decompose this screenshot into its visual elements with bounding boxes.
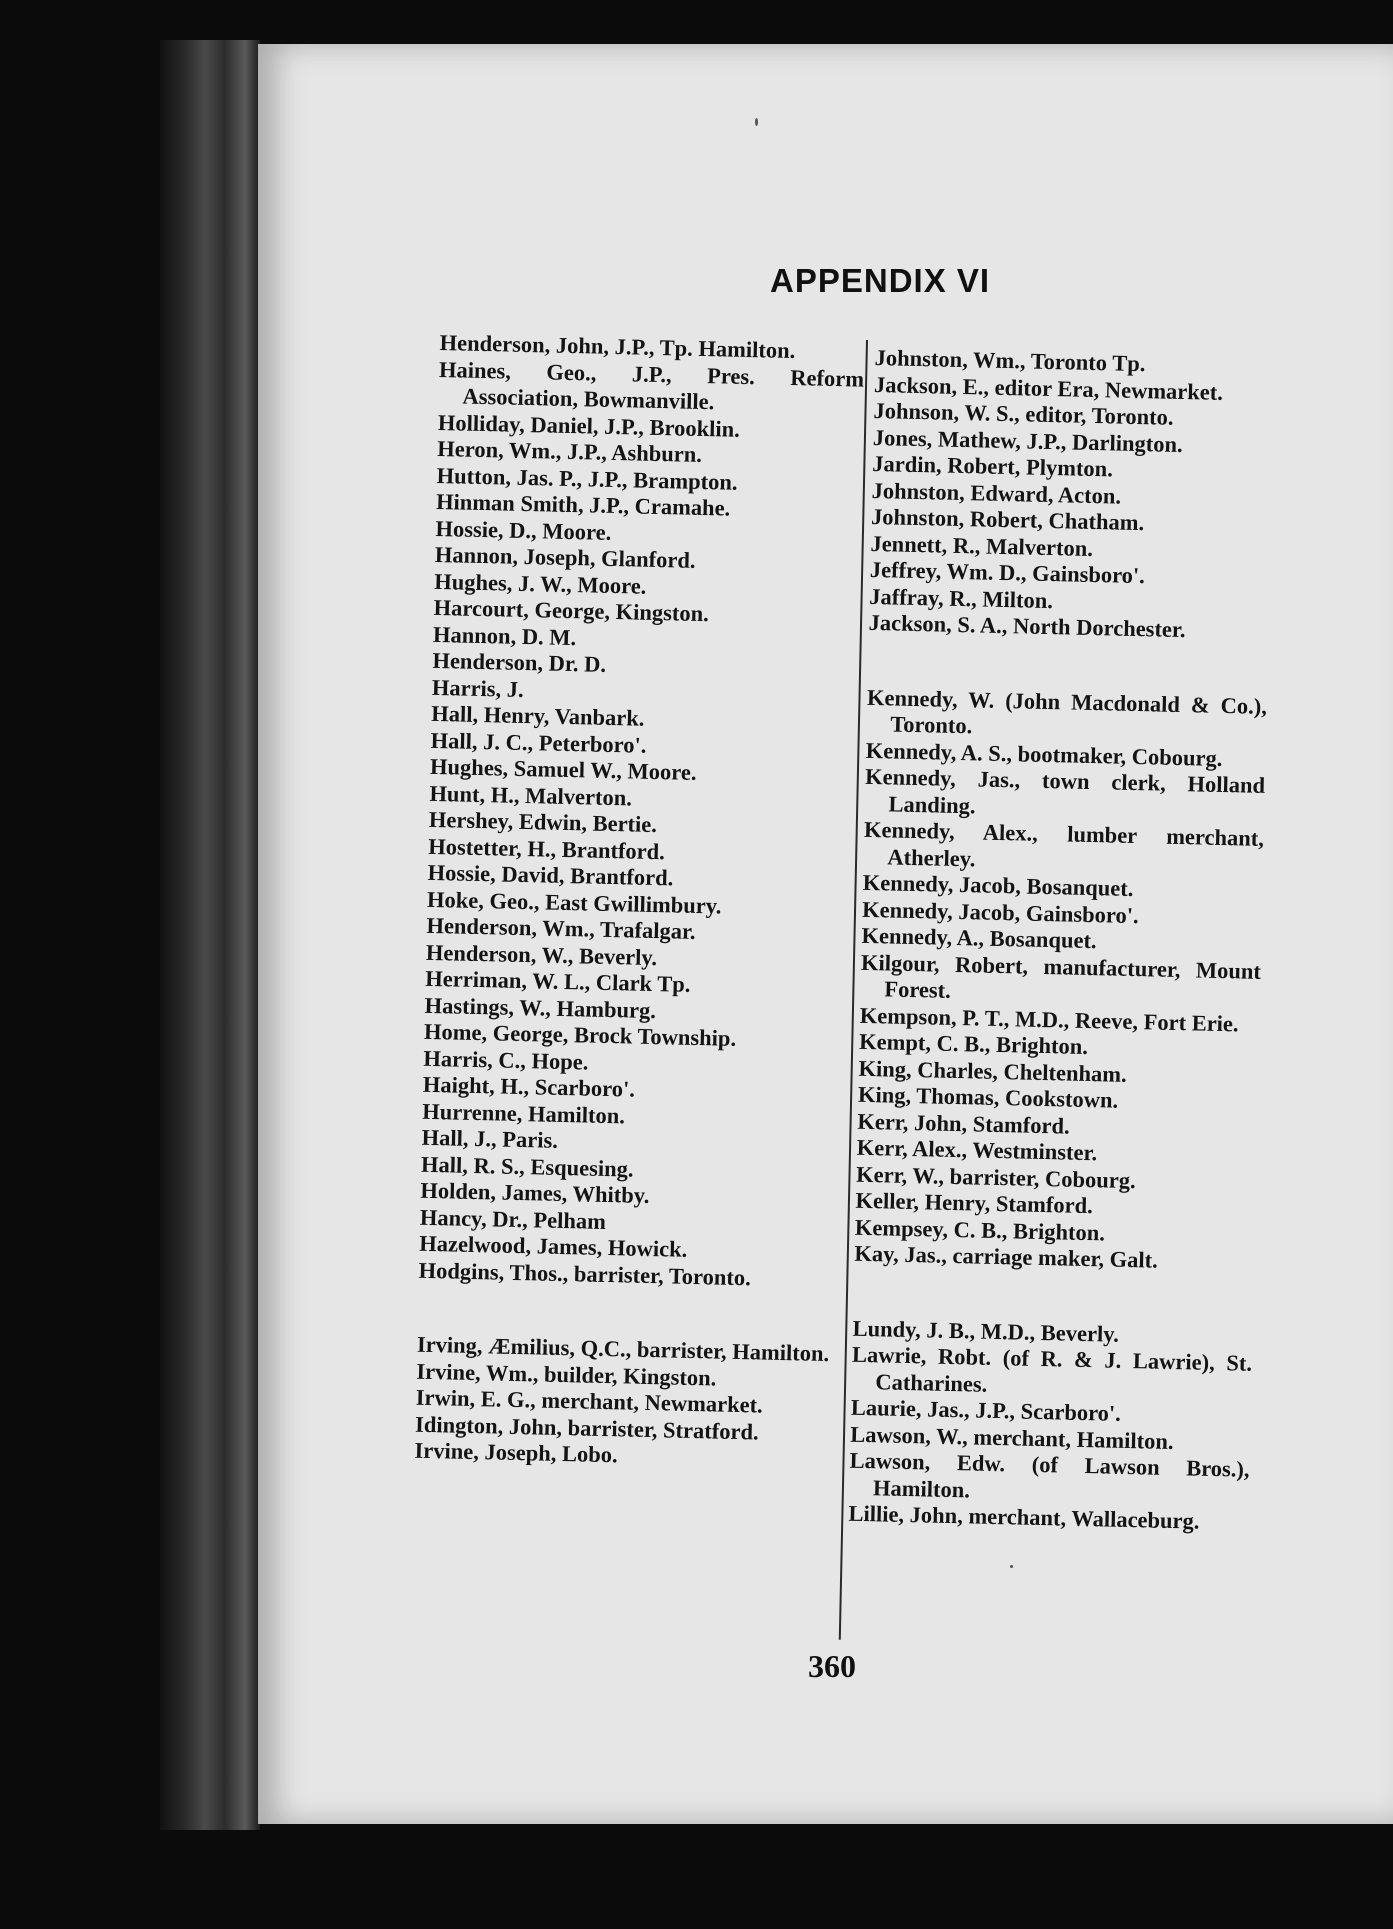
- directory-entry: Henderson, John, J.P., Tp. Hamilton.: [439, 330, 796, 364]
- directory-entry: Hall, Henry, Vanbark.: [431, 700, 645, 731]
- directory-entry: Johnston, Edward, Acton.: [871, 477, 1122, 509]
- directory-entry: Irvine, Joseph, Lobo.: [414, 1437, 618, 1468]
- directory-entry: Jackson, S. A., North Dorchester.: [868, 609, 1186, 643]
- directory-entry: Irwin, E. G., merchant, Newmarket.: [415, 1384, 764, 1418]
- directory-entry: Hazelwood, James, Howick.: [418, 1230, 688, 1262]
- directory-entry: Hughes, Samuel W., Moore.: [429, 753, 697, 785]
- directory-entry: Henderson, Dr. D.: [432, 647, 607, 677]
- directory-entry: Hunt, H., Malverton.: [429, 780, 633, 810]
- directory-entry: Jeffrey, Wm. D., Gainsboro'.: [869, 556, 1146, 589]
- directory-entry: Kempt, C. B., Brighton.: [858, 1028, 1089, 1060]
- directory-entry: Hannon, Joseph, Glanford.: [434, 541, 696, 573]
- directory-entry: Irvine, Wm., builder, Kingston.: [416, 1358, 717, 1391]
- directory-entry: Henderson, Wm., Trafalgar.: [426, 912, 696, 944]
- directory-entry: Hurrenne, Hamilton.: [421, 1098, 626, 1128]
- directory-entry: Hall, J. C., Peterboro'.: [430, 727, 647, 758]
- directory-entry: Kempsey, C. B., Brighton.: [854, 1214, 1106, 1245]
- directory-entry: Holliday, Daniel, J.P., Brooklin.: [437, 409, 741, 442]
- directory-entry: Lawrie, Robt. (of R. & J. Lawrie), St. Catharines.: [851, 1341, 1253, 1397]
- directory-entry: Home, George, Brock Township.: [423, 1018, 737, 1051]
- directory-entry: Laurie, Jas., J.P., Scarboro'.: [850, 1394, 1122, 1426]
- directory-entry: Haight, H., Scarboro'.: [422, 1071, 636, 1102]
- directory-entry: Kennedy, Alex., lumber merchant, Atherley.: [863, 816, 1265, 871]
- directory-entry: Heron, Wm., J.P., Ashburn.: [437, 435, 703, 467]
- directory-entry: Hall, R. S., Esquesing.: [420, 1151, 634, 1182]
- directory-entry: Hoke, Geo., East Gwillimbury.: [426, 886, 722, 919]
- directory-entry: Irving, Æmilius, Q.C., barrister, Hamilton.: [416, 1331, 830, 1367]
- directory-entry: Kerr, W., barrister, Cobourg.: [855, 1161, 1136, 1193]
- directory-entry: Hodgins, Thos., barrister, Toronto.: [418, 1257, 752, 1290]
- directory-entry: Johnson, W. S., editor, Toronto.: [873, 397, 1174, 430]
- directory-entry: Kilgour, Robert, manufacturer, Mount Forest.: [860, 949, 1262, 1003]
- directory-entry: Kennedy, Jacob, Gainsboro'.: [861, 896, 1139, 928]
- directory-entry: Jackson, E., editor Era, Newmarket.: [873, 371, 1224, 405]
- directory-entry: Hughes, J. W., Moore.: [434, 568, 647, 599]
- directory-entry: Jaffray, R., Milton.: [869, 583, 1054, 613]
- directory-entry: King, Charles, Cheltenham.: [858, 1055, 1127, 1087]
- directory-entry: Kerr, John, Stamford.: [857, 1108, 1070, 1139]
- directory-entry: Kempson, P. T., M.D., Reeve, Fort Erie.: [859, 1002, 1239, 1036]
- directory-entry: King, Thomas, Cookstown.: [857, 1081, 1119, 1113]
- directory-entry: Hinman Smith, J.P., Cramahe.: [435, 488, 731, 521]
- directory-entry: Lawson, Edw. (of Lawson Bros.), Hamilton.: [849, 1447, 1250, 1502]
- page-number: 360: [808, 1648, 856, 1684]
- page-title: APPENDIX VI: [770, 262, 991, 299]
- directory-entry: Hancy, Dr., Pelham: [419, 1204, 607, 1234]
- directory-entry: Hossie, D., Moore.: [435, 515, 612, 545]
- directory-entry: Hershey, Edwin, Bertie.: [428, 806, 658, 838]
- directory-entry: Hutton, Jas. P., J.P., Brampton.: [436, 462, 738, 495]
- directory-entry: Hall, J., Paris.: [421, 1124, 559, 1153]
- directory-entry: Keller, Henry, Stamford.: [855, 1187, 1094, 1219]
- directory-entry: Haines, Geo., J.P., Pres. Reform Association, Bowmanville.: [438, 356, 865, 415]
- directory-entry: Kennedy, A. S., bootmaker, Cobourg.: [865, 737, 1223, 771]
- book-page-edges: [160, 40, 260, 1830]
- directory-entry: Hannon, D. M.: [432, 621, 577, 650]
- directory-entry: Kennedy, Jacob, Bosanquet.: [862, 869, 1134, 901]
- directory-entry: Lillie, John, merchant, Wallaceburg.: [848, 1500, 1200, 1534]
- directory-entry: Jennett, R., Malverton.: [870, 530, 1094, 561]
- directory-entry: Johnston, Wm., Toronto Tp.: [874, 345, 1146, 377]
- directory-entry: Harris, C., Hope.: [423, 1045, 589, 1075]
- directory-entry: Harcourt, George, Kingston.: [433, 594, 710, 627]
- directory-entry: Harris, J.: [431, 674, 525, 702]
- dust-speck: [1010, 1565, 1013, 1568]
- directory-entry: Hostetter, H., Brantford.: [428, 833, 666, 864]
- directory-entry: Henderson, W., Beverly.: [425, 939, 658, 970]
- directory-entry: Jones, Mathew, J.P., Darlington.: [872, 424, 1183, 457]
- directory-entry: Kennedy, A., Bosanquet.: [861, 922, 1097, 954]
- directory-entry: Kay, Jas., carriage maker, Galt.: [854, 1240, 1159, 1273]
- directory-entry: Kerr, Alex., Westminster.: [856, 1134, 1098, 1166]
- dust-speck: [755, 118, 758, 126]
- right-column: [848, 345, 1275, 1536]
- directory-entry: Lawson, W., merchant, Hamilton.: [850, 1421, 1174, 1454]
- directory-entry: Lundy, J. B., M.D., Beverly.: [852, 1315, 1120, 1347]
- directory-entry: Holden, James, Whitby.: [420, 1177, 650, 1208]
- directory-entry: Johnston, Robert, Chatham.: [870, 503, 1145, 536]
- directory-entry: Kennedy, W. (John Macdonald & Co.), Toronto.: [866, 684, 1268, 739]
- left-column: [414, 330, 865, 1474]
- directory-entry: Kennedy, Jas., town clerk, Holland Landing.: [864, 763, 1266, 818]
- directory-entry: Hossie, David, Brantford.: [427, 859, 674, 891]
- directory-entry: Idington, John, barrister, Stratford.: [414, 1411, 759, 1445]
- directory-entry: Herriman, W. L., Clark Tp.: [425, 965, 691, 997]
- directory-entry: Jardin, Robert, Plymton.: [872, 450, 1114, 482]
- directory-entry: Hastings, W., Hamburg.: [424, 992, 657, 1023]
